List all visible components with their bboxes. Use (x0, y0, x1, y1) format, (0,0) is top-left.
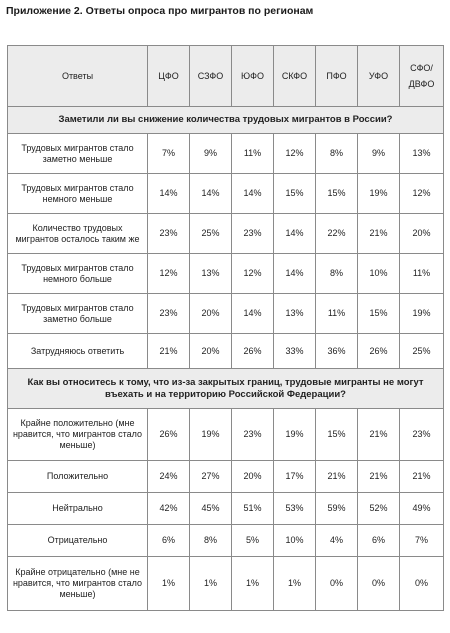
answer-cell: Затрудняюсь ответить (8, 334, 148, 369)
value-cell: 15% (274, 174, 316, 214)
value-cell: 14% (190, 174, 232, 214)
value-cell: 12% (148, 254, 190, 294)
table-row (8, 409, 444, 461)
table-row (8, 294, 444, 334)
value-cell: 11% (400, 254, 444, 294)
table-row (8, 174, 444, 214)
value-cell: 26% (358, 334, 400, 369)
header-region: ПФО (316, 46, 358, 107)
question-text: Заметили ли вы снижение количества трудовых мигрантов в России? (8, 107, 444, 134)
value-cell: 20% (400, 214, 444, 254)
answer-cell: Трудовых мигрантов стало немного меньше (8, 174, 148, 214)
value-cell: 21% (358, 461, 400, 493)
value-cell: 51% (232, 493, 274, 525)
table-row (8, 557, 444, 611)
value-cell: 23% (232, 214, 274, 254)
value-cell: 14% (148, 174, 190, 214)
value-cell: 19% (400, 294, 444, 334)
header-region: ЦФО (148, 46, 190, 107)
value-cell: 1% (232, 557, 274, 611)
value-cell: 14% (274, 214, 316, 254)
question-row (8, 369, 444, 409)
value-cell: 23% (148, 214, 190, 254)
value-cell: 9% (358, 134, 400, 174)
value-cell: 1% (190, 557, 232, 611)
table-row (8, 254, 444, 294)
value-cell: 8% (190, 525, 232, 557)
value-cell: 53% (274, 493, 316, 525)
value-cell: 33% (274, 334, 316, 369)
page-title: Приложение 2. Ответы опроса про мигрантов по регионам (6, 5, 314, 17)
value-cell: 19% (274, 409, 316, 461)
value-cell: 12% (400, 174, 444, 214)
value-cell: 20% (190, 334, 232, 369)
answer-cell: Трудовых мигрантов стало заметно больше (8, 294, 148, 334)
value-cell: 22% (316, 214, 358, 254)
value-cell: 14% (232, 294, 274, 334)
value-cell: 12% (274, 134, 316, 174)
value-cell: 0% (316, 557, 358, 611)
survey-table (7, 45, 444, 611)
value-cell: 49% (400, 493, 444, 525)
answer-cell: Положительно (8, 461, 148, 493)
answer-cell: Количество трудовых мигрантов осталось таким же (8, 214, 148, 254)
answer-cell: Отрицательно (8, 525, 148, 557)
value-cell: 19% (358, 174, 400, 214)
value-cell: 59% (316, 493, 358, 525)
value-cell: 11% (316, 294, 358, 334)
question-text: Как вы относитесь к тому, что из-за закрытых границ, трудовые мигранты не могут въехать и на территорию Российской Федерации? (8, 369, 444, 409)
value-cell: 15% (316, 174, 358, 214)
value-cell: 12% (232, 254, 274, 294)
value-cell: 23% (400, 409, 444, 461)
header-region: СКФО (274, 46, 316, 107)
value-cell: 8% (316, 254, 358, 294)
value-cell: 26% (148, 409, 190, 461)
value-cell: 15% (316, 409, 358, 461)
table-row (8, 334, 444, 369)
value-cell: 25% (400, 334, 444, 369)
value-cell: 21% (358, 214, 400, 254)
table-row (8, 525, 444, 557)
value-cell: 0% (400, 557, 444, 611)
value-cell: 19% (190, 409, 232, 461)
answer-cell: Крайне отрицательно (мне не нравится, что мигрантов стало меньше) (8, 557, 148, 611)
value-cell: 13% (400, 134, 444, 174)
value-cell: 24% (148, 461, 190, 493)
table-row (8, 461, 444, 493)
answer-cell: Трудовых мигрантов стало заметно меньше (8, 134, 148, 174)
value-cell: 7% (148, 134, 190, 174)
value-cell: 1% (274, 557, 316, 611)
value-cell: 9% (190, 134, 232, 174)
table-row (8, 493, 444, 525)
value-cell: 26% (232, 334, 274, 369)
value-cell: 11% (232, 134, 274, 174)
value-cell: 21% (148, 334, 190, 369)
value-cell: 5% (232, 525, 274, 557)
value-cell: 0% (358, 557, 400, 611)
value-cell: 7% (400, 525, 444, 557)
value-cell: 13% (274, 294, 316, 334)
value-cell: 25% (190, 214, 232, 254)
value-cell: 17% (274, 461, 316, 493)
answer-cell: Крайне положительно (мне нравится, что мигрантов стало меньше) (8, 409, 148, 461)
value-cell: 21% (316, 461, 358, 493)
header-region: СФО/ ДВФО (400, 46, 444, 107)
value-cell: 45% (190, 493, 232, 525)
value-cell: 10% (358, 254, 400, 294)
value-cell: 21% (358, 409, 400, 461)
value-cell: 6% (358, 525, 400, 557)
value-cell: 10% (274, 525, 316, 557)
value-cell: 27% (190, 461, 232, 493)
value-cell: 6% (148, 525, 190, 557)
header-answers: Ответы (8, 46, 148, 107)
value-cell: 23% (148, 294, 190, 334)
value-cell: 8% (316, 134, 358, 174)
value-cell: 42% (148, 493, 190, 525)
value-cell: 14% (232, 174, 274, 214)
value-cell: 4% (316, 525, 358, 557)
value-cell: 14% (274, 254, 316, 294)
value-cell: 1% (148, 557, 190, 611)
value-cell: 52% (358, 493, 400, 525)
table-row (8, 134, 444, 174)
header-row (8, 46, 444, 107)
answer-cell: Трудовых мигрантов стало немного больше (8, 254, 148, 294)
value-cell: 21% (400, 461, 444, 493)
value-cell: 13% (190, 254, 232, 294)
table-row (8, 214, 444, 254)
value-cell: 20% (232, 461, 274, 493)
value-cell: 20% (190, 294, 232, 334)
value-cell: 36% (316, 334, 358, 369)
header-region: ЮФО (232, 46, 274, 107)
question-row (8, 107, 444, 134)
header-region: СЗФО (190, 46, 232, 107)
value-cell: 23% (232, 409, 274, 461)
value-cell: 15% (358, 294, 400, 334)
header-region: УФО (358, 46, 400, 107)
answer-cell: Нейтрально (8, 493, 148, 525)
